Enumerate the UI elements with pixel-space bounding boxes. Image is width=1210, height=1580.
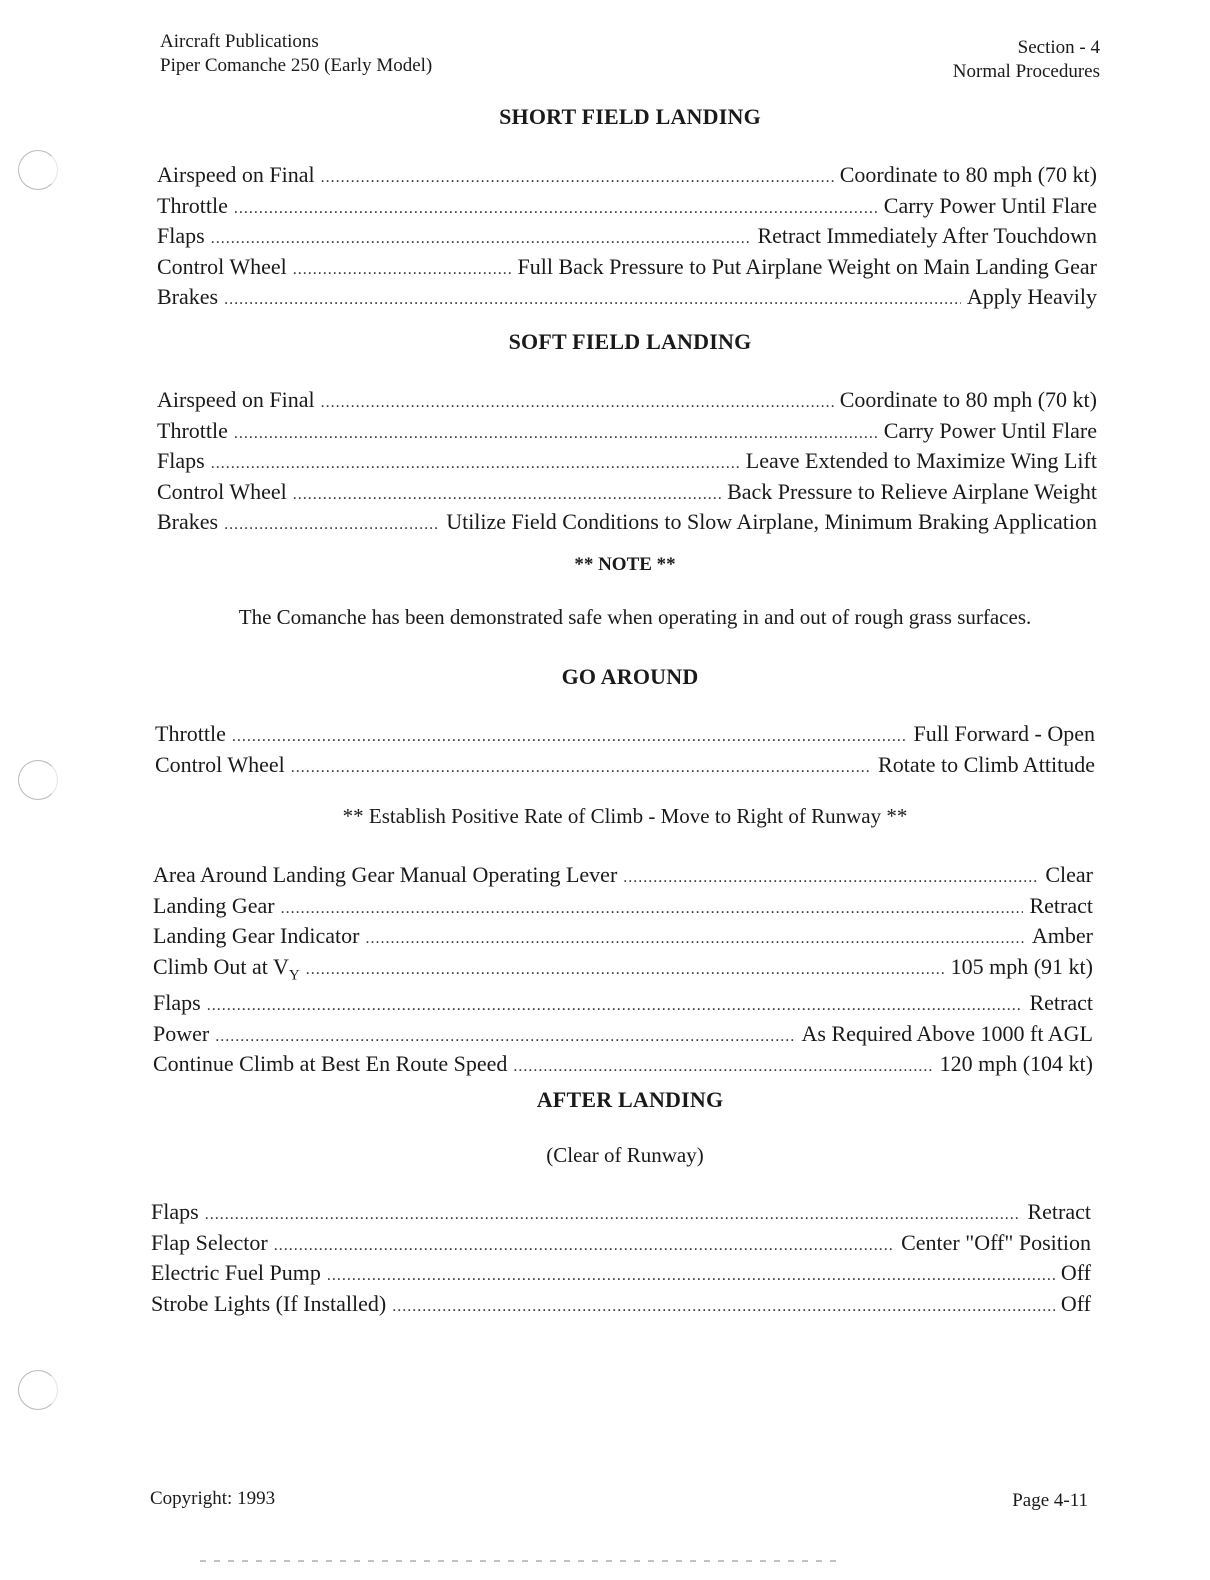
checklist-item: Throttle [157,192,228,218]
checklist-row [153,1020,1093,1051]
dot-leader [224,286,961,314]
checklist-item: Brakes [157,509,219,534]
checklist-row [157,447,1097,478]
after-landing-checklist [151,1198,1091,1320]
checklist-row [157,283,1097,314]
checklist-item: Throttle [155,721,226,746]
checklist-row [157,508,1097,539]
checklist-row [151,1290,1091,1321]
note-label: ** NOTE ** [574,554,676,575]
dot-leader [234,195,878,223]
checklist-action: Amber [1031,923,1093,948]
checklist-action: Center "Off" Position [901,1229,1091,1255]
checklist-row [157,417,1097,448]
checklist-action: Off [1060,1260,1091,1285]
checklist-action: Retract [1029,990,1093,1016]
checklist-action: Apply Heavily [966,284,1097,309]
checklist-item: Flaps [157,448,205,473]
checklist-row [151,1259,1091,1290]
checklist-action: Retract [1029,892,1093,918]
page-header-left [160,30,432,78]
page-header-right [953,36,1100,84]
checklist-action: Utilize Field Conditions to Slow Airplane, Minimum Braking Application [446,509,1097,534]
checklist-action: Coordinate to 80 mph (70 kt) [839,162,1097,187]
checklist-row [153,953,1093,990]
checklist-item: Landing Gear [153,892,275,918]
dot-leader [211,225,752,253]
checklist-row [155,720,1095,751]
checklist-item: Control Wheel [155,751,285,777]
dot-leader [211,450,740,478]
checklist-action: Carry Power Until Flare [883,417,1097,443]
go-around-instruction: ** Establish Positive Rate of Climb - Move to Right of Runway ** [342,804,908,828]
dot-leader [205,1201,1022,1229]
dot-leader [215,1023,795,1051]
dot-leader [321,389,834,417]
punch-hole-top [18,150,58,190]
after-landing-heading: AFTER LANDING [536,1087,724,1112]
checklist-action: Rotate to Climb Attitude [878,751,1095,777]
checklist-item: Control Wheel [157,253,287,279]
checklist-row [153,892,1093,923]
dot-leader [281,895,1024,923]
checklist-action: Clear [1045,862,1093,887]
checklist-action: Coordinate to 80 mph (70 kt) [839,387,1097,412]
dot-leader [232,723,908,751]
vy-subscript: Y [288,966,300,983]
note-text: The Comanche has been demonstrated safe when operating in and out of rough grass surfaces. [238,605,1032,629]
dot-leader [327,1262,1055,1290]
checklist-item: Strobe Lights (If Installed) [151,1290,387,1316]
dot-leader [513,1053,933,1081]
publisher-name: Aircraft Publications [160,31,319,52]
checklist-action: Back Pressure to Relieve Airplane Weight [727,478,1097,504]
checklist-item: Brakes [157,284,219,309]
checklist-item: Throttle [157,417,228,443]
checklist-action: 105 mph (91 kt) [950,953,1093,979]
scan-artifact [200,1560,840,1562]
dot-leader [291,754,872,782]
checklist-row [151,1229,1091,1260]
go-around-climb-checklist [153,861,1093,1081]
checklist-item: Electric Fuel Pump [151,1260,321,1285]
page-number: Page 4-11 [1012,1490,1088,1511]
dot-leader [274,1232,895,1260]
soft-field-landing-checklist [157,386,1097,539]
checklist-item: Flaps [151,1199,199,1224]
checklist-item [153,953,300,990]
dot-leader [293,481,721,509]
checklist-item: Flaps [157,223,205,248]
soft-field-landing-heading: SOFT FIELD LANDING [508,329,752,354]
checklist-item: Flap Selector [151,1229,268,1255]
checklist-row [157,161,1097,192]
checklist-action: Leave Extended to Maximize Wing Lift [745,448,1097,473]
dot-leader [321,164,834,192]
checklist-row [157,478,1097,509]
short-field-landing-heading: SHORT FIELD LANDING [499,104,761,129]
checklist-row [157,253,1097,284]
dot-leader [234,420,878,448]
copyright-notice: Copyright: 1993 [150,1488,276,1509]
dot-leader [365,925,1025,953]
checklist-item: Flaps [153,990,201,1016]
checklist-item: Control Wheel [157,478,287,504]
checklist-item: Landing Gear Indicator [153,923,360,948]
aircraft-model: Piper Comanche 250 (Early Model) [160,55,433,76]
checklist-action: Retract Immediately After Touchdown [757,223,1097,248]
checklist-action: Full Forward - Open [913,721,1095,746]
checklist-action: Off [1060,1290,1091,1316]
short-field-landing-checklist [157,161,1097,314]
checklist-row [157,222,1097,253]
checklist-item: Area Around Landing Gear Manual Operating Lever [153,862,618,887]
dot-leader [623,864,1039,892]
checklist-action: Full Back Pressure to Put Airplane Weight on Main Landing Gear [517,253,1097,279]
checklist-item: Airspeed on Final [157,387,315,412]
punch-hole-bottom [18,1370,58,1410]
dot-leader [207,992,1024,1020]
checklist-item: Continue Climb at Best En Route Speed [153,1051,508,1077]
checklist-row [155,751,1095,782]
checklist-row [153,922,1093,953]
checklist-action: As Required Above 1000 ft AGL [801,1020,1093,1046]
checklist-row [153,989,1093,1020]
checklist-row [157,192,1097,223]
checklist-row [151,1198,1091,1229]
checklist-item: Airspeed on Final [157,162,315,187]
go-around-heading: GO AROUND [561,664,699,689]
checklist-action: Carry Power Until Flare [883,192,1097,218]
checklist-row [153,1050,1093,1081]
checklist-action: 120 mph (104 kt) [939,1051,1093,1077]
checklist-item: Power [153,1020,210,1046]
after-landing-subtitle: (Clear of Runway) [546,1143,704,1167]
checklist-row [153,861,1093,892]
section-number: Section - 4 [1017,37,1100,58]
dot-leader [224,511,440,539]
dot-leader [293,256,512,284]
section-title: Normal Procedures [952,61,1100,82]
dot-leader [392,1293,1055,1321]
go-around-checklist [155,720,1095,781]
punch-hole-middle [18,760,58,800]
checklist-row [157,386,1097,417]
checklist-action: Retract [1027,1199,1091,1224]
dot-leader [306,956,945,984]
climb-out-label: Climb Out at V [153,953,289,979]
